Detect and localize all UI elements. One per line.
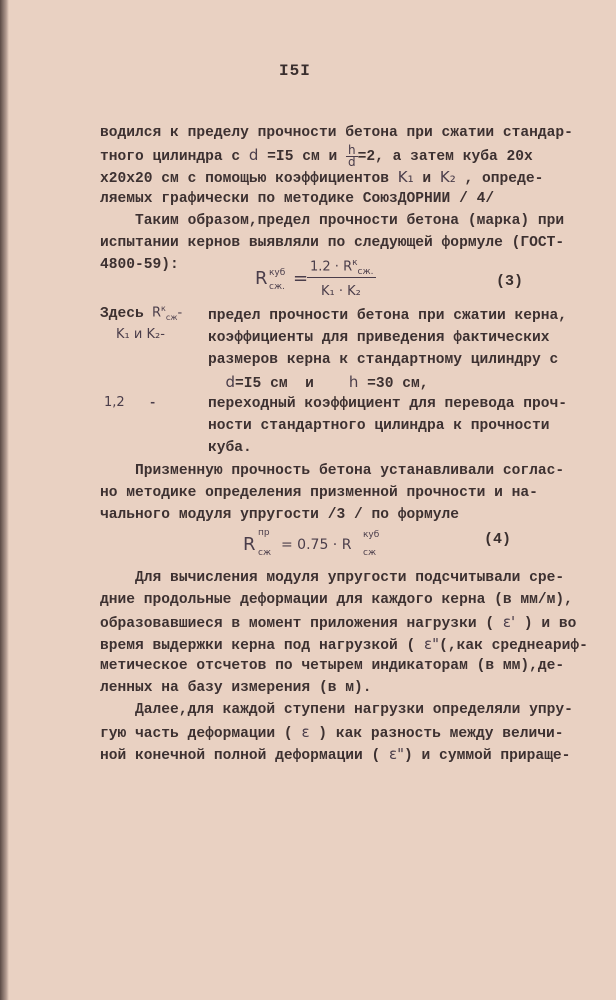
math-symbol: ε' bbox=[502, 613, 516, 631]
math-symbol: h bbox=[348, 373, 359, 391]
equation-number-3: (3) bbox=[496, 273, 524, 290]
def-symbol-1-2 bbox=[104, 395, 157, 410]
text-segment: ) как разность между величи- bbox=[309, 726, 564, 742]
text-segment: предел прочности бетона при сжатии керна, bbox=[208, 308, 568, 324]
text-line bbox=[100, 743, 570, 767]
text-segment: метическое отсчетов по четырем индикаторам (в мм),де- bbox=[100, 658, 565, 674]
text-segment: ляемых графически по методике СоюзДОРНИИ / 4/ bbox=[100, 191, 495, 207]
def-dash: - bbox=[160, 327, 165, 342]
text-line bbox=[100, 482, 538, 504]
text-line bbox=[100, 232, 564, 254]
formula-3-numerator: 1.2 · R bbox=[310, 259, 353, 275]
def-dash: - bbox=[148, 395, 157, 410]
text-line bbox=[100, 166, 543, 190]
formula-3-lhs-sup: куб bbox=[269, 268, 286, 278]
text-line bbox=[208, 327, 550, 349]
here-label: Здесь bbox=[100, 306, 144, 322]
text-segment: ) и суммой приращe- bbox=[404, 748, 571, 764]
text-segment: дние продольные деформации для каждого керна (в мм/м), bbox=[100, 592, 573, 608]
text-segment: Для вычисления модуля упругости подсчитывали сре- bbox=[100, 570, 565, 586]
text-line bbox=[208, 415, 550, 437]
formula-4 bbox=[243, 528, 423, 562]
formula-3-num-sub: сж. bbox=[357, 266, 374, 277]
def-symbol: K₁ и K₂ bbox=[116, 327, 161, 342]
def-symbol-rsz bbox=[152, 304, 182, 322]
def-symbol-k1k2 bbox=[116, 327, 165, 342]
text-segment: но методике определения призменной прочности и на- bbox=[100, 485, 538, 501]
math-symbol: ε" bbox=[389, 745, 405, 763]
text-line bbox=[100, 721, 564, 745]
def-dash: - bbox=[177, 305, 183, 321]
text-segment: размеров керна к стандартному цилиндру с bbox=[208, 352, 559, 368]
text-segment: =30 см, bbox=[358, 376, 429, 392]
equation-number-4: (4) bbox=[484, 531, 512, 548]
text-segment: ности стандартного цилиндра к прочности bbox=[208, 418, 550, 434]
fraction-den: d bbox=[347, 154, 356, 169]
text-line bbox=[100, 589, 573, 611]
text-line bbox=[100, 677, 372, 699]
text-line bbox=[208, 393, 567, 415]
text-line bbox=[100, 611, 576, 635]
math-symbol: K₁ bbox=[397, 168, 414, 186]
text-segment bbox=[208, 376, 226, 392]
text-line bbox=[100, 460, 564, 482]
text-segment: ) и во bbox=[515, 616, 577, 632]
math-symbol: K₂ bbox=[439, 168, 456, 186]
page-edge-shadow bbox=[0, 0, 9, 1000]
math-symbol: d bbox=[248, 146, 259, 164]
formula-3: R куб сж. = $1.2 \cdot R^к_{сж.}$ K₁ · K₂ bbox=[255, 258, 415, 304]
text-line bbox=[100, 188, 494, 210]
formula-4-lhs-sub: сж bbox=[258, 548, 272, 558]
text-line bbox=[100, 655, 564, 677]
text-segment: ной конечной полной деформации ( bbox=[100, 748, 390, 764]
text-line bbox=[208, 371, 428, 395]
text-segment: куба. bbox=[208, 440, 252, 456]
formula-3-lhs: R bbox=[255, 268, 268, 289]
math-symbol: ε bbox=[301, 723, 310, 741]
formula-4-lhs: R bbox=[243, 534, 256, 555]
text-segment: коэффициенты для приведения фактических bbox=[208, 330, 550, 346]
formula-3-num-sup: к bbox=[352, 258, 358, 268]
formula-4-rhs: = 0.75 · R bbox=[281, 537, 352, 553]
text-segment: образовавшиеся в момент приложения нагрузки ( bbox=[100, 616, 503, 632]
text-segment: =I5 см и bbox=[258, 149, 346, 165]
text-segment: тного цилиндра с bbox=[100, 149, 249, 165]
text-segment: ленных на базу измерения (в м). bbox=[100, 680, 372, 696]
text-segment: время выдержки керна под нагрузкой ( bbox=[100, 638, 425, 654]
def-symbol-sub: сж bbox=[165, 312, 178, 322]
text-segment: и bbox=[413, 171, 440, 187]
text-line bbox=[100, 210, 564, 232]
text-segment: =2, а затем куба 20х bbox=[357, 149, 533, 165]
math-symbol: d bbox=[225, 373, 236, 391]
text-line bbox=[100, 254, 179, 276]
text-line bbox=[208, 305, 567, 327]
text-segment: чального модуля упругости /3 / по формуле bbox=[100, 507, 460, 523]
text-line bbox=[100, 504, 459, 526]
def-symbol: 1,2 bbox=[104, 395, 125, 410]
text-segment: гую часть деформации ( bbox=[100, 726, 302, 742]
formula-4-rhs-sup: куб bbox=[363, 530, 380, 540]
formula-3-lhs-sub: сж. bbox=[269, 282, 285, 292]
text-segment: водился к пределу прочности бетона при сжатии стандар- bbox=[100, 125, 573, 141]
text-segment: Таким образом,предел прочности бетона (марка) при bbox=[100, 213, 565, 229]
text-segment: (,как среднеариф- bbox=[439, 638, 588, 654]
formula-3-denominator: K₁ · K₂ bbox=[321, 284, 361, 299]
def-symbol-sup: к bbox=[161, 304, 166, 313]
text-line bbox=[208, 349, 558, 371]
text-segment: =I5 см и bbox=[235, 376, 349, 392]
text-line bbox=[100, 144, 533, 168]
text-segment: Далее,для каждой ступени нагрузки определяли упру- bbox=[100, 702, 573, 718]
text-segment: испытании кернов выявляли по следующей формуле (ГОСТ- bbox=[100, 235, 565, 251]
fraction-num: h bbox=[348, 142, 356, 157]
text-segment: 4800-59): bbox=[100, 257, 179, 273]
text-line bbox=[100, 567, 564, 589]
text-line bbox=[100, 699, 573, 721]
text-segment: х20х20 см с помощью коэффициентов bbox=[100, 171, 398, 187]
text-segment: , опреде- bbox=[455, 171, 544, 187]
math-symbol: ε" bbox=[424, 635, 440, 653]
formula-4-lhs-sup: пр bbox=[258, 528, 270, 538]
text-line bbox=[208, 437, 252, 459]
text-segment: Призменную прочность бетона устанавливали соглас- bbox=[100, 463, 565, 479]
formula-4-rhs-sub: сж bbox=[363, 548, 377, 558]
text-line bbox=[100, 633, 588, 657]
text-line bbox=[100, 122, 573, 144]
fraction bbox=[346, 142, 358, 169]
text-segment: переходный коэффициент для перевода проч- bbox=[208, 396, 568, 412]
page-number: I5I bbox=[279, 62, 311, 80]
def-symbol: R bbox=[152, 305, 162, 321]
